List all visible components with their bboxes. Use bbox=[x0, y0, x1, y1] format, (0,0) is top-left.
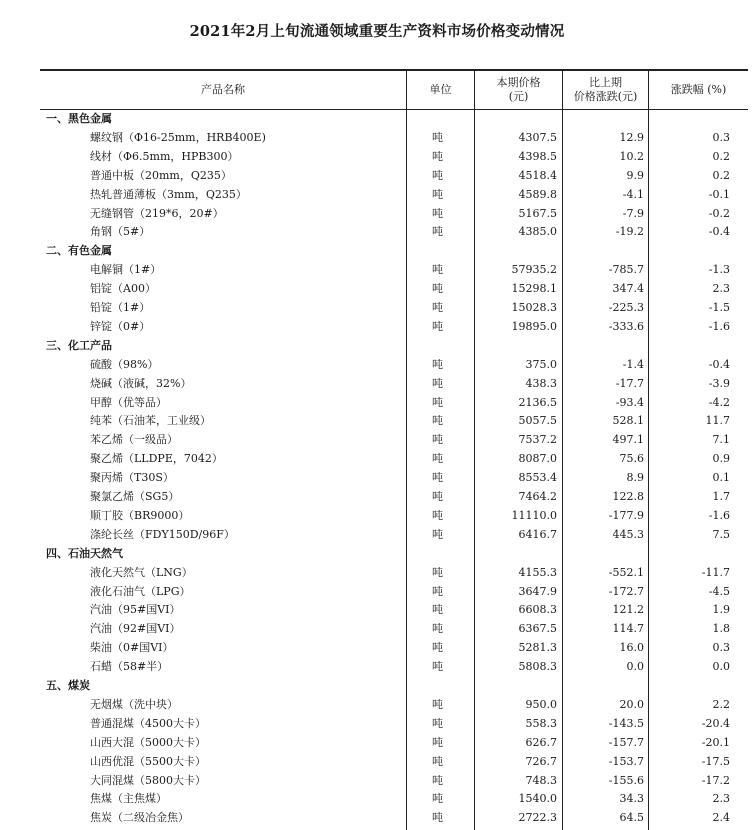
price-cell: 7464.2 bbox=[518, 490, 557, 503]
price-cell: 5808.3 bbox=[518, 660, 557, 674]
table-row bbox=[40, 753, 748, 772]
price-cell: 3647.9 bbox=[518, 584, 557, 598]
table-row bbox=[40, 620, 748, 639]
product-name-cell: 液化石油气（LPG） bbox=[90, 584, 191, 598]
product-name-cell: 锌锭（0#） bbox=[90, 319, 151, 333]
header-price-line2: (元) bbox=[508, 89, 529, 103]
table-row bbox=[40, 412, 748, 431]
change-cell: 122.8 bbox=[612, 490, 644, 503]
price-cell: 1540.0 bbox=[518, 792, 557, 806]
change-cell: 64.5 bbox=[619, 811, 644, 825]
table-row bbox=[40, 223, 748, 242]
change-cell: 445.3 bbox=[612, 527, 644, 541]
table-row bbox=[40, 488, 748, 507]
change-cell: 16.0 bbox=[619, 641, 644, 655]
pct-cell: 1.8 bbox=[712, 622, 730, 636]
unit-cell: 吨 bbox=[432, 735, 443, 749]
pct-cell: 2.3 bbox=[712, 282, 730, 296]
change-cell: 12.9 bbox=[619, 130, 644, 144]
price-cell: 6367.5 bbox=[518, 622, 557, 636]
product-name-cell: 汽油（92#国VI） bbox=[90, 622, 181, 636]
change-cell: -19.2 bbox=[615, 225, 644, 239]
product-name-cell: 山西优混（5500大卡） bbox=[90, 754, 206, 768]
table-row bbox=[40, 734, 748, 753]
table-row bbox=[40, 356, 748, 375]
pct-cell: -17.2 bbox=[701, 773, 730, 787]
change-cell: 347.4 bbox=[612, 282, 644, 296]
change-cell: 528.1 bbox=[612, 414, 644, 428]
price-cell: 8087.0 bbox=[518, 452, 557, 466]
price-cell: 950.0 bbox=[525, 697, 557, 711]
price-cell: 438.3 bbox=[525, 376, 557, 390]
unit-cell: 吨 bbox=[432, 282, 443, 296]
table-row bbox=[40, 431, 748, 450]
change-cell: -225.3 bbox=[608, 301, 644, 314]
pct-cell: -0.4 bbox=[708, 357, 730, 371]
price-cell: 4518.4 bbox=[518, 168, 557, 182]
category-label: 二、有色金属 bbox=[46, 244, 112, 258]
header-unit-label: 单位 bbox=[429, 82, 452, 96]
unit-cell: 吨 bbox=[432, 149, 443, 163]
header-product-name bbox=[40, 71, 406, 108]
price-cell: 558.3 bbox=[525, 716, 557, 730]
unit-cell: 吨 bbox=[432, 603, 443, 617]
product-name-cell: 纯苯（石油苯，工业级） bbox=[90, 414, 211, 428]
table-row bbox=[40, 394, 748, 413]
unit-cell: 吨 bbox=[432, 225, 443, 239]
change-cell: 0.0 bbox=[626, 660, 644, 674]
product-name-cell: 硫酸（98%） bbox=[90, 357, 159, 371]
price-cell: 19895.0 bbox=[511, 319, 557, 333]
table-row bbox=[40, 809, 748, 828]
product-name-cell: 液化天然气（LNG） bbox=[90, 565, 193, 579]
change-cell: -552.1 bbox=[608, 565, 644, 579]
table-row bbox=[40, 205, 748, 224]
change-cell: 34.3 bbox=[619, 792, 644, 806]
category-row bbox=[40, 110, 748, 129]
pct-cell: -20.1 bbox=[701, 735, 730, 749]
unit-cell: 吨 bbox=[432, 490, 443, 503]
change-cell: 75.6 bbox=[619, 452, 644, 466]
pct-cell: -0.1 bbox=[708, 187, 730, 201]
pct-cell: 0.2 bbox=[712, 168, 730, 182]
price-cell: 5057.5 bbox=[518, 414, 557, 428]
change-cell: 8.9 bbox=[626, 471, 644, 485]
price-cell: 4398.5 bbox=[518, 149, 557, 163]
table-row bbox=[40, 129, 748, 148]
price-cell: 748.3 bbox=[525, 773, 557, 787]
product-name-cell: 铅锭（1#） bbox=[90, 301, 151, 314]
price-cell: 2722.3 bbox=[518, 811, 557, 825]
table-row bbox=[40, 299, 748, 318]
price-cell: 4385.0 bbox=[518, 225, 557, 239]
change-cell: -172.7 bbox=[608, 584, 644, 598]
price-cell: 5167.5 bbox=[518, 206, 557, 220]
price-cell: 8553.4 bbox=[518, 471, 557, 485]
pct-cell: -20.4 bbox=[701, 716, 730, 730]
unit-cell: 吨 bbox=[432, 622, 443, 636]
pct-cell: 0.0 bbox=[712, 660, 730, 674]
product-name-cell: 无缝钢管（219*6，20#） bbox=[90, 206, 224, 220]
header-pct bbox=[649, 71, 748, 108]
pct-cell: 0.2 bbox=[712, 149, 730, 163]
price-cell: 726.7 bbox=[525, 754, 557, 768]
table-row bbox=[40, 450, 748, 469]
price-cell: 4307.5 bbox=[518, 130, 557, 144]
page-title: 2021年2月上旬流通领域重要生产资料市场价格变动情况 bbox=[189, 23, 565, 40]
unit-cell: 吨 bbox=[432, 376, 443, 390]
change-cell: -157.7 bbox=[608, 735, 644, 749]
product-name-cell: 大同混煤（5800大卡） bbox=[90, 773, 206, 787]
pct-cell: -1.3 bbox=[708, 263, 730, 277]
unit-cell: 吨 bbox=[432, 508, 443, 522]
product-name-cell: 焦炭（二级冶金焦） bbox=[90, 811, 189, 825]
unit-cell: 吨 bbox=[432, 773, 443, 787]
pct-cell: 1.7 bbox=[712, 490, 730, 503]
unit-cell: 吨 bbox=[432, 792, 443, 806]
change-cell: -785.7 bbox=[608, 263, 644, 277]
price-cell: 4155.3 bbox=[518, 565, 557, 579]
pct-cell: -0.4 bbox=[708, 225, 730, 239]
pct-cell: 0.3 bbox=[712, 641, 730, 655]
product-name-cell: 普通中板（20mm，Q235） bbox=[90, 168, 232, 182]
category-row bbox=[40, 242, 748, 261]
header-pct-label: 涨跌幅 (%) bbox=[670, 82, 727, 96]
product-name-cell: 电解铜（1#） bbox=[90, 263, 162, 277]
product-name-cell: 螺纹钢（Φ16-25mm，HRB400E) bbox=[90, 130, 266, 144]
product-name-cell: 热轧普通薄板（3mm，Q235） bbox=[90, 187, 247, 201]
change-cell: 121.2 bbox=[612, 603, 644, 617]
price-cell: 2136.5 bbox=[518, 395, 557, 409]
product-name-cell: 焦煤（主焦煤） bbox=[90, 792, 167, 806]
pct-cell: -0.2 bbox=[708, 206, 730, 220]
table-row bbox=[40, 375, 748, 394]
unit-cell: 吨 bbox=[432, 168, 443, 182]
pct-cell: -3.9 bbox=[708, 376, 730, 390]
product-name-cell: 苯乙烯（一级品） bbox=[90, 433, 178, 447]
product-name-cell: 甲醇（优等品） bbox=[90, 395, 167, 409]
product-name-cell: 普通混煤（4500大卡） bbox=[90, 716, 206, 730]
pct-cell: -4.5 bbox=[708, 584, 730, 598]
category-label: 一、黑色金属 bbox=[46, 112, 112, 125]
unit-cell: 吨 bbox=[432, 433, 443, 447]
unit-cell: 吨 bbox=[432, 357, 443, 371]
table-row bbox=[40, 658, 748, 677]
table-row bbox=[40, 564, 748, 583]
pct-cell: 2.2 bbox=[712, 697, 730, 711]
product-name-cell: 顺丁胶（BR9000） bbox=[90, 508, 190, 522]
table-row bbox=[40, 280, 748, 299]
unit-cell: 吨 bbox=[432, 395, 443, 409]
price-cell: 375.0 bbox=[525, 357, 557, 371]
change-cell: -93.4 bbox=[615, 395, 644, 409]
pct-cell: 0.9 bbox=[712, 452, 730, 466]
change-cell: -333.6 bbox=[608, 319, 644, 333]
price-cell: 4589.8 bbox=[518, 187, 557, 201]
table-row bbox=[40, 526, 748, 545]
product-name-cell: 涤纶长丝（FDY150D/96F） bbox=[90, 527, 235, 541]
unit-cell: 吨 bbox=[432, 754, 443, 768]
header-change bbox=[563, 71, 648, 108]
header-change-line1: 比上期 bbox=[589, 75, 622, 89]
change-cell: 114.7 bbox=[612, 622, 644, 636]
product-name-cell: 无烟煤（洗中块） bbox=[90, 697, 178, 711]
unit-cell: 吨 bbox=[432, 811, 443, 825]
change-cell: 20.0 bbox=[619, 697, 644, 711]
table-row bbox=[40, 601, 748, 620]
table-row bbox=[40, 790, 748, 809]
unit-cell: 吨 bbox=[432, 452, 443, 466]
unit-cell: 吨 bbox=[432, 301, 443, 314]
product-name-cell: 聚乙烯（LLDPE，7042） bbox=[90, 452, 223, 466]
product-name-cell: 线材（Φ6.5mm，HPB300） bbox=[90, 149, 239, 163]
unit-cell: 吨 bbox=[432, 187, 443, 201]
price-cell: 6416.7 bbox=[518, 527, 557, 541]
table-row bbox=[40, 167, 748, 186]
change-cell: 10.2 bbox=[619, 149, 644, 163]
unit-cell: 吨 bbox=[432, 130, 443, 144]
unit-cell: 吨 bbox=[432, 697, 443, 711]
unit-cell: 吨 bbox=[432, 584, 443, 598]
header-change-line2: 价格涨跌(元) bbox=[573, 89, 638, 103]
pct-cell: 7.5 bbox=[712, 527, 730, 541]
unit-cell: 吨 bbox=[432, 319, 443, 333]
product-name-cell: 柴油（0#国VI） bbox=[90, 641, 174, 655]
change-cell: -155.6 bbox=[608, 773, 644, 787]
price-cell: 7537.2 bbox=[518, 433, 557, 447]
table-row bbox=[40, 318, 748, 337]
header-price bbox=[475, 71, 562, 108]
unit-cell: 吨 bbox=[432, 263, 443, 277]
unit-cell: 吨 bbox=[432, 527, 443, 541]
unit-cell: 吨 bbox=[432, 641, 443, 655]
change-cell: 9.9 bbox=[626, 168, 644, 182]
change-cell: -143.5 bbox=[608, 716, 644, 730]
product-name-cell: 石蜡（58#半） bbox=[90, 660, 169, 674]
price-cell: 15028.3 bbox=[511, 301, 557, 314]
pct-cell: 0.3 bbox=[712, 130, 730, 144]
price-cell: 15298.1 bbox=[511, 282, 557, 296]
header-price-line1: 本期价格 bbox=[496, 75, 541, 89]
header-unit bbox=[407, 71, 474, 108]
pct-cell: -17.5 bbox=[701, 754, 730, 768]
pct-cell: -4.2 bbox=[708, 395, 730, 409]
table-row bbox=[40, 696, 748, 715]
category-row bbox=[40, 337, 748, 356]
pct-cell: 0.1 bbox=[712, 471, 730, 485]
change-cell: -1.4 bbox=[622, 357, 644, 371]
table-row bbox=[40, 772, 748, 791]
unit-cell: 吨 bbox=[432, 206, 443, 220]
unit-cell: 吨 bbox=[432, 414, 443, 428]
pct-cell: 1.9 bbox=[712, 603, 730, 617]
pct-cell: 2.3 bbox=[712, 792, 730, 806]
pct-cell: -1.6 bbox=[708, 508, 730, 522]
change-cell: -7.9 bbox=[622, 206, 644, 220]
category-row bbox=[40, 545, 748, 564]
price-cell: 5281.3 bbox=[518, 641, 557, 655]
product-name-cell: 聚氯乙烯（SG5） bbox=[90, 490, 180, 503]
price-cell: 11110.0 bbox=[511, 508, 557, 522]
unit-cell: 吨 bbox=[432, 471, 443, 485]
product-name-cell: 铝锭（A00） bbox=[90, 282, 156, 296]
unit-cell: 吨 bbox=[432, 565, 443, 579]
change-cell: 497.1 bbox=[612, 433, 644, 447]
category-label: 四、石油天然气 bbox=[46, 546, 123, 560]
table-row bbox=[40, 639, 748, 658]
unit-cell: 吨 bbox=[432, 660, 443, 674]
pct-cell: -1.5 bbox=[708, 301, 730, 314]
pct-cell: -11.7 bbox=[701, 565, 730, 579]
change-cell: -17.7 bbox=[615, 376, 644, 390]
product-name-cell: 山西大混（5000大卡） bbox=[90, 735, 206, 749]
product-name-cell: 聚丙烯（T30S） bbox=[90, 471, 174, 485]
pct-cell: -1.6 bbox=[708, 319, 730, 333]
change-cell: -153.7 bbox=[608, 754, 644, 768]
table-row bbox=[40, 148, 748, 167]
product-name-cell: 角钢（5#） bbox=[90, 225, 151, 239]
table-row bbox=[40, 261, 748, 280]
table-row bbox=[40, 186, 748, 205]
table-row bbox=[40, 583, 748, 602]
category-label: 五、煤炭 bbox=[46, 679, 90, 692]
pct-cell: 11.7 bbox=[705, 414, 730, 428]
table-row bbox=[40, 507, 748, 526]
pct-cell: 2.4 bbox=[712, 811, 730, 825]
unit-cell: 吨 bbox=[432, 716, 443, 730]
header-product-name-label: 产品名称 bbox=[201, 82, 245, 96]
table-row bbox=[40, 469, 748, 488]
pct-cell: 7.1 bbox=[712, 433, 730, 447]
price-cell: 6608.3 bbox=[518, 603, 557, 617]
table-row bbox=[40, 715, 748, 734]
price-cell: 626.7 bbox=[525, 735, 557, 749]
product-name-cell: 汽油（95#国VI） bbox=[90, 603, 181, 617]
product-name-cell: 烧碱（液碱，32%） bbox=[90, 376, 192, 390]
change-cell: -4.1 bbox=[622, 187, 644, 201]
price-cell: 57935.2 bbox=[511, 263, 557, 277]
category-row bbox=[40, 677, 748, 696]
change-cell: -177.9 bbox=[608, 508, 644, 522]
category-label: 三、化工产品 bbox=[46, 338, 112, 352]
